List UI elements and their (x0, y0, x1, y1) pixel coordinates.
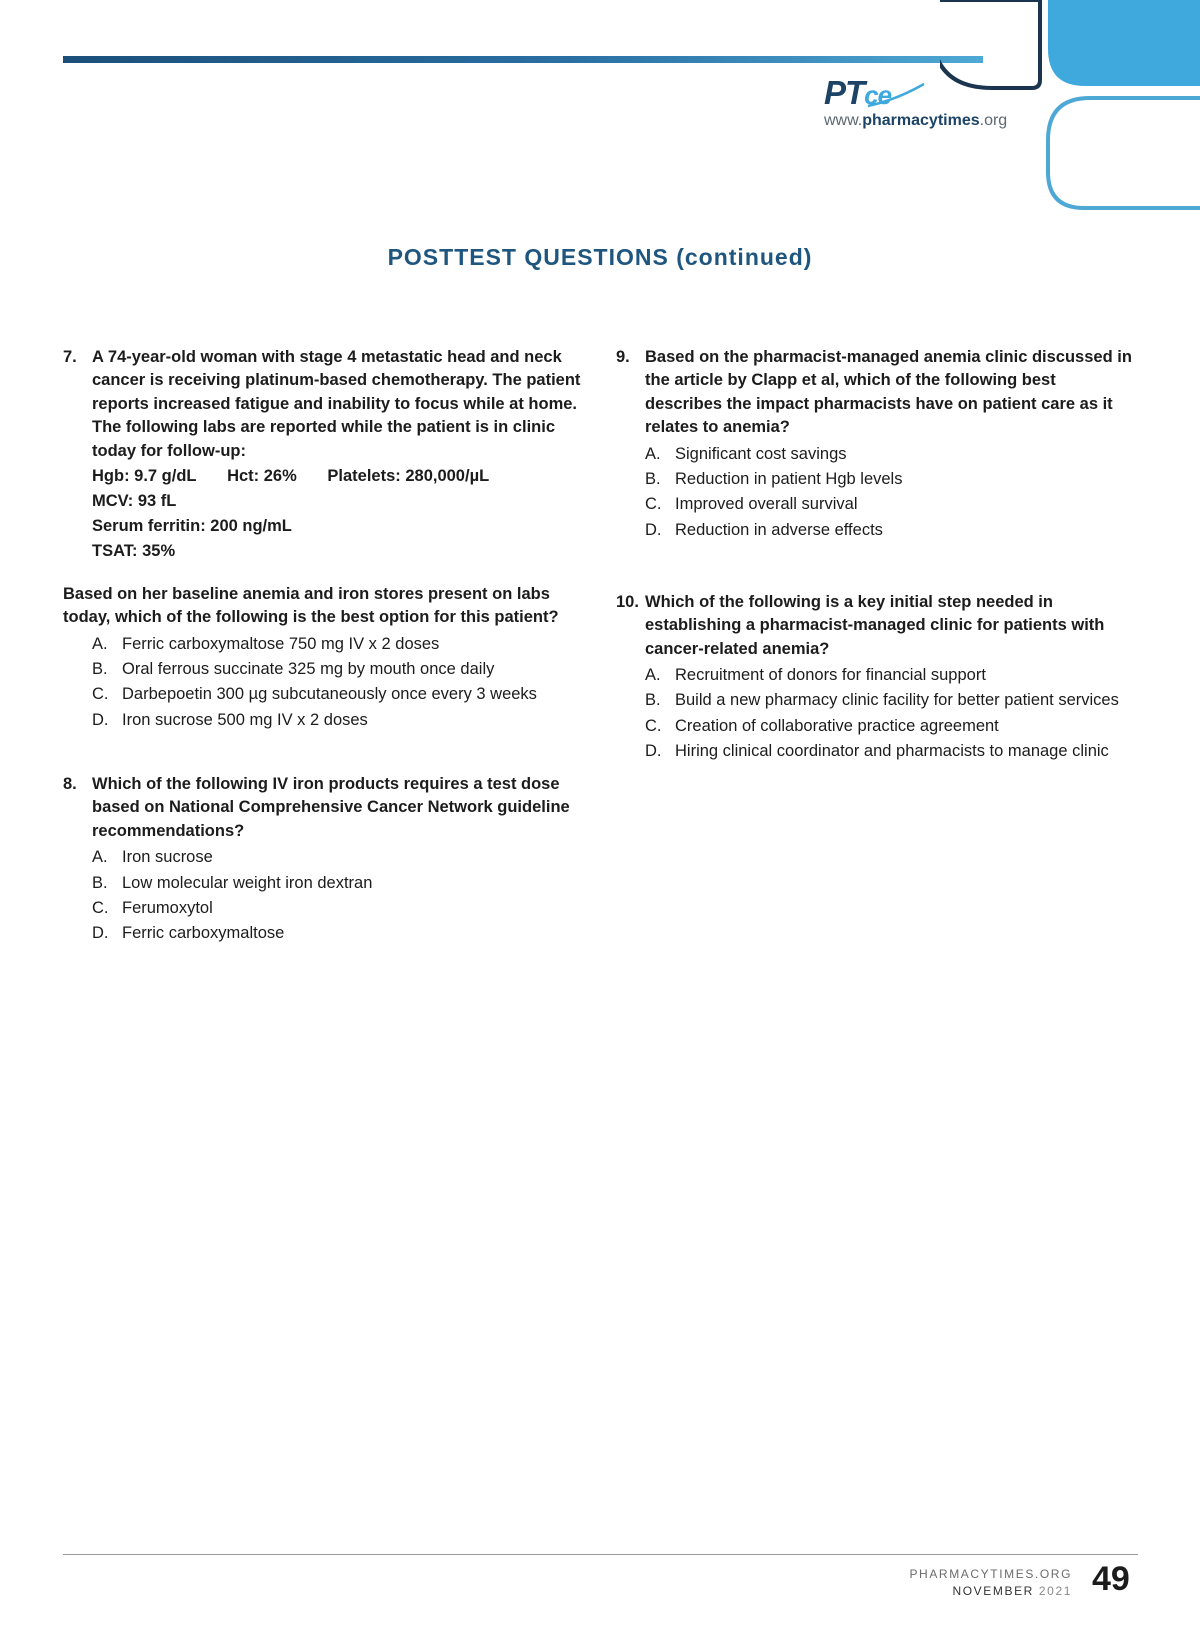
logo-url: www.pharmacytimes.org (824, 112, 1008, 129)
question-7 (63, 346, 583, 733)
question-8-stem: 8. Which of the following IV iron products requires a test dose based on National Comprehensive Cancer Network guideline recommendations? (63, 775, 570, 840)
answer-option[interactable]: A. Ferric carboxymaltose 750 mg IV x 2 doses (92, 634, 440, 653)
right-column (616, 346, 1136, 764)
header-rule (63, 56, 983, 63)
footer-text (909, 1566, 1072, 1600)
left-column (63, 346, 583, 946)
answer-options (616, 442, 1136, 543)
answer-options (63, 632, 583, 733)
answer-option[interactable]: A. Significant cost savings (645, 444, 847, 463)
answer-option[interactable]: C. Ferumoxytol (92, 898, 213, 917)
lab-mcv: MCV: 93 fL (92, 492, 177, 511)
answer-option[interactable]: D. Reduction in adverse effects (645, 520, 883, 539)
question-number: 9. (616, 348, 630, 366)
question-9-stem: 9. Based on the pharmacist-managed anemia clinic discussed in the article by Clapp et al, which of the following best describes the impact pharmacists have on patient care as it relates to anemia? (616, 348, 1132, 437)
answer-option[interactable]: D. Iron sucrose 500 mg IV x 2 doses (92, 710, 368, 729)
ptce-logo (824, 76, 1034, 136)
question-7-lead: Based on her baseline anemia and iron stores present on labs today, which of the following is the best option for this patient? (63, 585, 559, 627)
logo-swoosh-icon (866, 80, 926, 110)
answer-option[interactable]: C. Improved overall survival (645, 495, 858, 514)
answer-options (63, 845, 583, 946)
answer-options (616, 663, 1136, 764)
footer-date: NOVEMBER 2021 (952, 1584, 1072, 1598)
question-10-stem: 10. Which of the following is a key initial step needed in establishing a pharmacist-managed clinic for patients with cancer-related anemia? (616, 592, 1105, 658)
question-7-stem: 7. A 74-year-old woman with stage 4 metastatic head and neck cancer is receiving platinum-based chemotherapy. The patient reports increased fatigue and inability to focus while at home. The following labs are reported while the patient is in clinic today for follow-up: (63, 348, 581, 460)
lab-platelets: Platelets: 280,000/µL (327, 467, 490, 486)
answer-option[interactable]: C. Creation of collaborative practice agreement (645, 716, 999, 735)
page-title: POSTTEST QUESTIONS (continued) (387, 244, 813, 270)
answer-option[interactable]: D. Hiring clinical coordinator and pharmacists to manage clinic (645, 741, 1109, 760)
lab-tsat: TSAT: 35% (92, 542, 176, 561)
answer-option[interactable]: A. Iron sucrose (92, 848, 213, 867)
answer-option[interactable]: C. Darbepoetin 300 µg subcutaneously once every 3 weeks (92, 685, 537, 704)
question-number: 8. (63, 775, 77, 794)
answer-option[interactable]: B. Oral ferrous succinate 325 mg by mouth once daily (92, 660, 495, 679)
question-8 (63, 773, 583, 946)
question-9 (616, 346, 1136, 543)
footer-rule (63, 1554, 1138, 1555)
logo-mark: PTce (824, 74, 892, 111)
answer-option[interactable]: B. Reduction in patient Hgb levels (645, 469, 903, 488)
lab-values (63, 464, 583, 564)
footer-site: PHARMACYTIMES.ORG (909, 1567, 1072, 1581)
question-number: 7. (63, 348, 77, 366)
answer-option[interactable]: D. Ferric carboxymaltose (92, 924, 285, 943)
lab-ferritin: Serum ferritin: 200 ng/mL (92, 517, 292, 536)
answer-option[interactable]: B. Build a new pharmacy clinic facility for better patient services (645, 691, 1119, 710)
page-number: 49 (1092, 1560, 1130, 1598)
answer-option[interactable]: A. Recruitment of donors for financial support (645, 666, 986, 685)
answer-option[interactable]: B. Low molecular weight iron dextran (92, 873, 373, 892)
lab-hct: Hct: 26% (227, 467, 297, 486)
question-10 (616, 591, 1136, 764)
question-number: 10. (616, 592, 639, 611)
lab-hgb: Hgb: 9.7 g/dL (92, 467, 197, 486)
lab-row (92, 464, 583, 489)
